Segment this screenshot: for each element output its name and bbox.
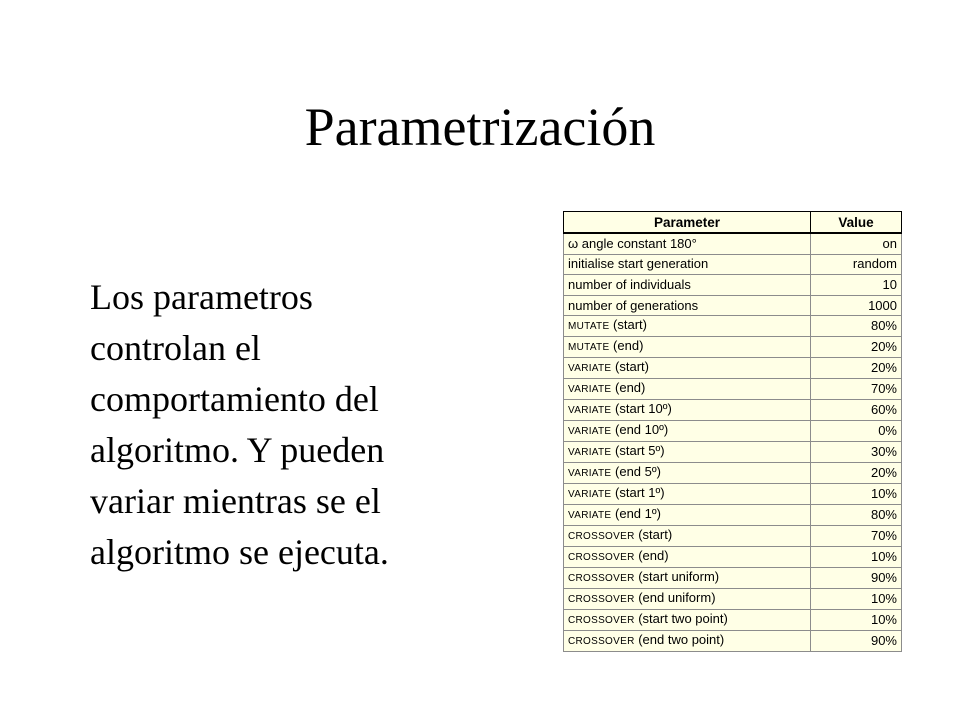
- parameter-text: (start two point): [634, 611, 728, 627]
- table-row: [564, 484, 902, 505]
- table-row: [564, 295, 902, 316]
- parameter-text: number of generations: [568, 297, 699, 313]
- operator-name: VARIATE: [568, 426, 612, 438]
- operator-name: VARIATE: [568, 363, 612, 375]
- value-cell: 30%: [811, 442, 902, 463]
- value-cell: 10: [811, 275, 902, 296]
- parameter-text: (end): [609, 338, 644, 354]
- table-row: [564, 526, 902, 547]
- value-cell: 70%: [811, 526, 902, 547]
- operator-name: VARIATE: [568, 510, 612, 522]
- value-cell: 90%: [811, 568, 902, 589]
- table-row: [564, 505, 902, 526]
- table-row: [564, 442, 902, 463]
- parameter-cell: [564, 631, 811, 652]
- parameter-cell: [564, 379, 811, 400]
- operator-name: MUTATE: [568, 321, 610, 333]
- table-body: [564, 233, 902, 652]
- parameter-table: [563, 211, 902, 652]
- parameter-text: (start uniform): [634, 569, 720, 585]
- header-value: Value: [811, 212, 902, 234]
- value-cell: 0%: [811, 421, 902, 442]
- operator-name: VARIATE: [568, 468, 612, 480]
- parameter-cell: [564, 505, 811, 526]
- value-cell: 10%: [811, 610, 902, 631]
- slide-title: Parametrización: [304, 97, 656, 157]
- value-cell: 60%: [811, 400, 902, 421]
- value-cell: 10%: [811, 484, 902, 505]
- value-cell: 1000: [811, 295, 902, 316]
- parameter-cell: [564, 526, 811, 547]
- value-cell: on: [811, 233, 902, 254]
- parameter-cell: [564, 233, 811, 254]
- table-row: [564, 589, 902, 610]
- table-row: [564, 379, 902, 400]
- parameter-cell: [564, 316, 811, 337]
- operator-name: VARIATE: [568, 405, 612, 417]
- operator-name: CROSSOVER: [568, 573, 635, 585]
- table-row: [564, 400, 902, 421]
- body-line: Los parametros: [90, 277, 313, 317]
- table-row: [564, 421, 902, 442]
- parameter-cell: [564, 254, 811, 275]
- parameter-cell: [564, 568, 811, 589]
- operator-name: ω: [568, 235, 579, 251]
- parameter-text: initialise start generation: [568, 256, 709, 272]
- parameter-text: (start): [611, 359, 649, 375]
- parameter-text: (start 10º): [611, 401, 672, 417]
- body-line: comportamiento del: [90, 379, 379, 419]
- value-cell: 80%: [811, 505, 902, 526]
- value-cell: 20%: [811, 358, 902, 379]
- body-line: variar mientras se el: [90, 481, 381, 521]
- table-row: [564, 358, 902, 379]
- parameter-text: (end two point): [634, 632, 725, 648]
- table-row: [564, 337, 902, 358]
- table-row: [564, 610, 902, 631]
- table-row: [564, 254, 902, 275]
- operator-name: MUTATE: [568, 342, 610, 354]
- parameter-text: (end 5º): [611, 464, 661, 480]
- parameter-cell: [564, 547, 811, 568]
- value-cell: 10%: [811, 547, 902, 568]
- parameter-text: number of individuals: [568, 276, 691, 292]
- table-header-row: [564, 212, 902, 234]
- value-cell: 10%: [811, 589, 902, 610]
- parameter-text: (end 10º): [611, 422, 669, 438]
- parameter-cell: [564, 337, 811, 358]
- parameter-text: (start 5º): [611, 443, 665, 459]
- parameter-cell: [564, 421, 811, 442]
- body-line: algoritmo se ejecuta.: [90, 532, 389, 572]
- operator-name: CROSSOVER: [568, 636, 635, 648]
- value-cell: 20%: [811, 337, 902, 358]
- operator-name: VARIATE: [568, 384, 612, 396]
- parameter-cell: [564, 463, 811, 484]
- header-parameter: Parameter: [564, 212, 811, 234]
- parameter-text: angle constant 180°: [578, 235, 697, 251]
- operator-name: CROSSOVER: [568, 615, 635, 627]
- operator-name: CROSSOVER: [568, 594, 635, 606]
- value-cell: 70%: [811, 379, 902, 400]
- parameter-cell: [564, 358, 811, 379]
- body-text: [90, 272, 470, 578]
- operator-name: VARIATE: [568, 489, 612, 501]
- operator-name: CROSSOVER: [568, 531, 635, 543]
- parameter-cell: [564, 400, 811, 421]
- table-row: [564, 233, 902, 254]
- table-row: [564, 316, 902, 337]
- parameter-cell: [564, 484, 811, 505]
- table-row: [564, 568, 902, 589]
- parameter-text: (end): [611, 380, 646, 396]
- parameter-text: (end): [634, 548, 669, 564]
- parameter-text: (start): [609, 317, 647, 333]
- parameter-cell: [564, 589, 811, 610]
- parameter-cell: [564, 275, 811, 296]
- parameter-text: (end uniform): [634, 590, 716, 606]
- parameter-text: (start 1º): [611, 485, 665, 501]
- parameter-cell: [564, 442, 811, 463]
- body-line: controlan el: [90, 328, 261, 368]
- operator-name: CROSSOVER: [568, 552, 635, 564]
- value-cell: random: [811, 254, 902, 275]
- table-row: [564, 275, 902, 296]
- value-cell: 80%: [811, 316, 902, 337]
- parameter-cell: [564, 295, 811, 316]
- table-row: [564, 463, 902, 484]
- parameter-cell: [564, 610, 811, 631]
- table-row: [564, 547, 902, 568]
- table-row: [564, 631, 902, 652]
- value-cell: 20%: [811, 463, 902, 484]
- operator-name: VARIATE: [568, 447, 612, 459]
- parameter-text: (start): [634, 527, 673, 543]
- body-line: algoritmo. Y pueden: [90, 430, 385, 470]
- value-cell: 90%: [811, 631, 902, 652]
- parameter-text: (end 1º): [611, 506, 661, 522]
